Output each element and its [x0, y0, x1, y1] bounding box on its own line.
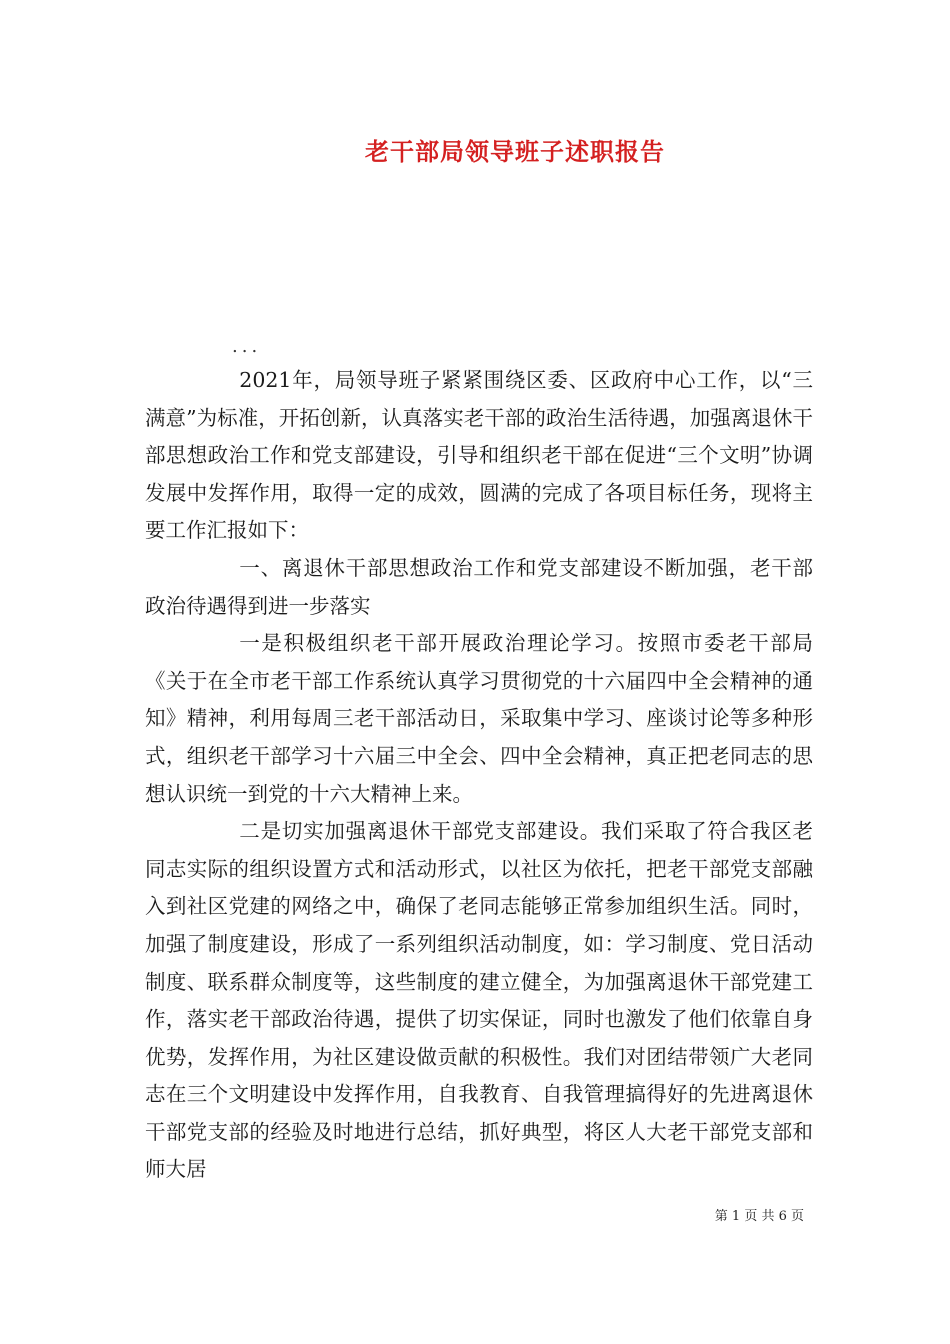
paragraph-intro: 2021年，局领导班子紧紧围绕区委、区政府中心工作，以“三满意”为标准，开拓创新，认真落实老干部的政治生活待遇，加强离退休干部思想政治工作和党支部建设，引导和组织老干部在促进“三个文明”协调发展中发挥作用，取得一定的成效，圆满的完成了各项目标任务，现将主要工作汇报如下： — [145, 368, 813, 543]
page-number-footer: 第 1 页 共 6 页 — [714, 1209, 804, 1224]
paragraph-point-two: 二是切实加强离退休干部党支部建设。我们采取了符合我区老同志实际的组织设置方式和活动形式，以社区为依托，把老干部党支部融入到社区党建的网络之中，确保了老同志能够正常参加组织生活。同时，加强了制度建设，形成了一系列组织活动制度，如：学习制度、党日活动制度、联系群众制度等，这些制度的建立健全，为加强离退休干部党建工作，落实老干部政治待遇，提供了切实保证，同时也激发了他们依靠自身优势，发挥作用，为社区建设做贡献的积极性。我们对团结带领广大老同志在三个文明建设中发挥作用，自我教育、自我管理搞得好的先进离退休干部党支部的经验及时地进行总结，抓好典型，将区人大老干部党支部和师大居 — [145, 819, 813, 1182]
paragraph-point-one: 一是积极组织老干部开展政治理论学习。按照市委老干部局《关于在全市老干部工作系统认真学习贯彻党的十六届四中全会精神的通知》精神，利用每周三老干部活动日，采取集中学习、座谈讨论等多种形式，组织老干部学习十六届三中全会、四中全会精神，真正把老同志的思想认识统一到党的十六大精神上来。 — [145, 631, 813, 806]
document-body — [145, 362, 813, 1189]
document-title: 老干部局领导班子述职报告 — [365, 137, 665, 166]
paragraph-section-heading: 一、离退休干部思想政治工作和党支部建设不断加强，老干部政治待遇得到进一步落实 — [145, 555, 813, 618]
ellipsis-marker: ... — [232, 336, 262, 357]
